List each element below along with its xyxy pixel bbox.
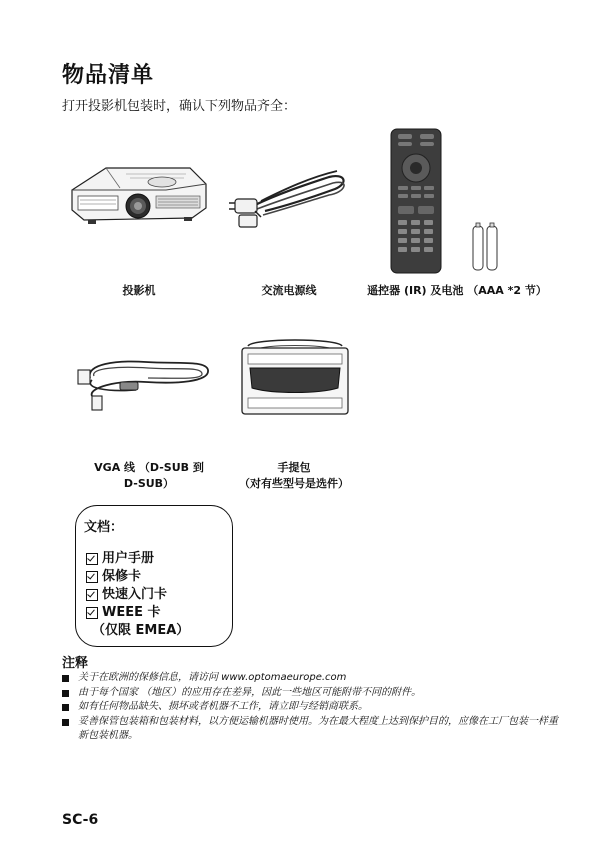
power-cord-label: 交流电源线 [261,284,317,297]
vga-label-line2: D-SUB） [123,477,175,490]
document-item: 快速入门卡 [86,586,189,604]
page-number: SC-6 [62,812,99,828]
remote-label: 遥控器 (IR) 及电池 （AAA *2 节） [367,284,547,297]
documents-title: 文档： [84,520,124,535]
checkbox-checked-icon [86,607,98,619]
checkbox-checked-icon [86,589,98,601]
batteries-image [470,222,500,272]
remote-control-image [390,128,442,274]
note-item: 关于在欧洲的保修信息，请访问 www.optomaeurope.com [62,671,562,686]
documents-list [86,550,189,640]
notes-title: 注释 [62,656,89,671]
projector-label: 投影机 [122,284,156,297]
vga-cable-image [76,352,218,412]
projector-image [66,160,212,228]
document-item: 保修卡 [86,568,189,586]
square-bullet-icon [62,704,69,711]
bag-label-line1: 手提包 [277,461,311,474]
power-cord-image [225,165,353,230]
checkbox-checked-icon [86,553,98,565]
bag-label-line2: （对有些型号是选件） [239,477,349,490]
document-item: 用户手册 [86,550,189,568]
square-bullet-icon [62,719,69,726]
notes-list [62,671,562,744]
page-title: 物品清单 [62,63,155,88]
checkbox-checked-icon [86,571,98,583]
document-item: WEEE 卡 [86,604,189,622]
documents-box [75,505,233,647]
vga-label-line1: VGA 线 （D-SUB 到 [94,461,204,474]
square-bullet-icon [62,675,69,682]
square-bullet-icon [62,690,69,697]
intro-text: 打开投影机包装时，确认下列物品齐全： [62,99,297,114]
carry-bag-image [238,338,352,418]
documents-footnote: （仅限 EMEA） [92,623,190,638]
note-item: 如有任何物品缺失、损坏或者机器不工作，请立即与经销商联系。 [62,700,562,715]
note-item: 由于每个国家 （地区）的应用存在差异，因此一些地区可能附带不同的附件。 [62,686,562,701]
note-item: 妥善保管包装箱和包装材料，以方便运输机器时使用。为在最大程度上达到保护目的，应像在工厂包装一样重新包装机器。 [62,715,562,744]
